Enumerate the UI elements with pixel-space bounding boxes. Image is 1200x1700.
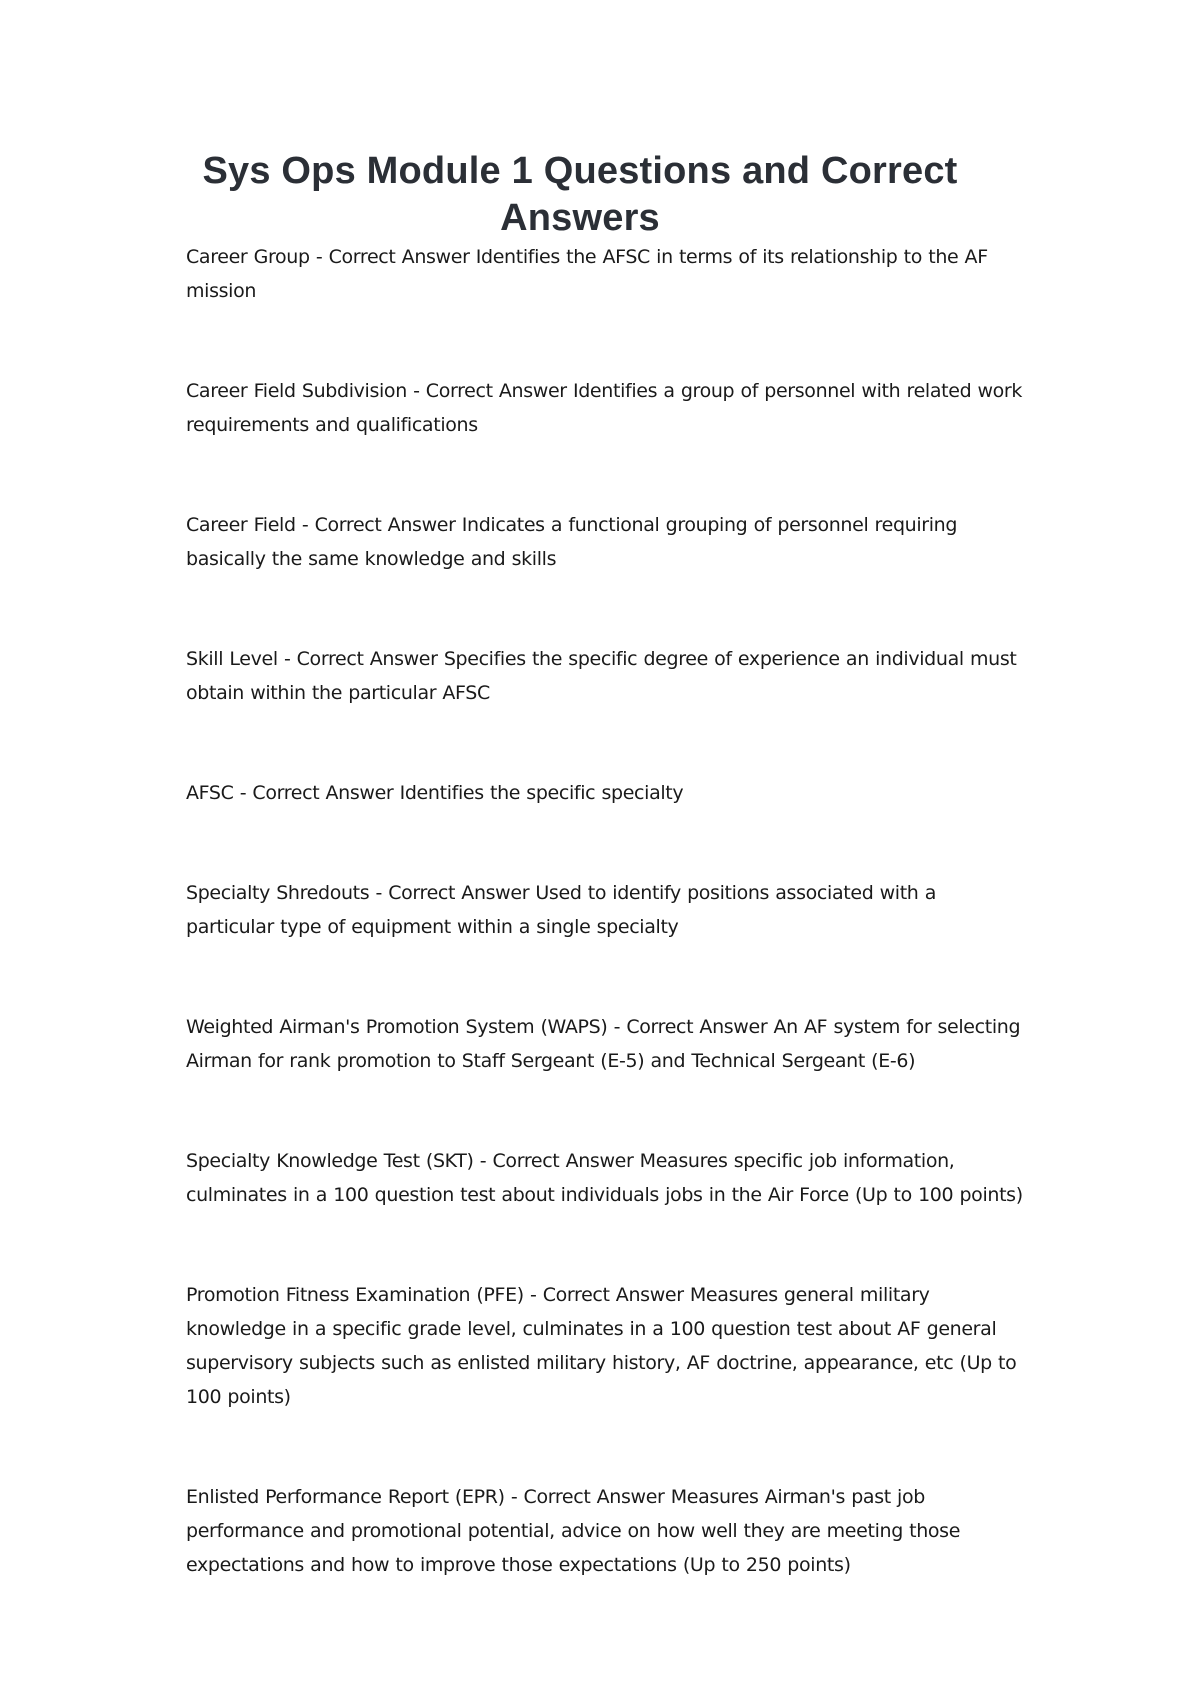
qa-separator: - xyxy=(233,782,253,804)
qa-answer: Identifies the AFSC in terms of its relationship to the AF mission xyxy=(186,246,988,302)
qa-separator: - xyxy=(607,1016,627,1038)
qa-answer: Indicates a functional grouping of personnel requiring basically the same knowledge and skills xyxy=(186,514,958,570)
qa-separator: - xyxy=(369,882,389,904)
qa-answer: Specifies the specific degree of experience an individual must obtain within the particular AFSC xyxy=(186,648,1017,704)
qa-separator: - xyxy=(406,380,426,402)
qa-list xyxy=(186,240,1026,1648)
qa-term: Enlisted Performance Report (EPR) xyxy=(186,1486,505,1508)
qa-item xyxy=(186,1480,1026,1582)
qa-term: Career Field xyxy=(186,514,296,536)
qa-separator: - xyxy=(523,1284,543,1306)
qa-term: Specialty Knowledge Test (SKT) xyxy=(186,1150,474,1172)
qa-answer: Measures specific job information, culminates in a 100 question test about individuals jobs in the Air Force (Up to 100 points) xyxy=(186,1150,1023,1206)
page-title: Sys Ops Module 1 Questions and Correct Answers xyxy=(202,150,958,239)
qa-answer-label: Correct Answer xyxy=(542,1284,684,1306)
qa-item xyxy=(186,508,1026,576)
qa-answer: Identifies a group of personnel with related work requirements and qualifications xyxy=(186,380,1023,436)
qa-item xyxy=(186,876,1026,944)
qa-item xyxy=(186,374,1026,442)
qa-answer-label: Correct Answer xyxy=(328,246,470,268)
qa-answer: Used to identify positions associated with a particular type of equipment within a single specialty xyxy=(186,882,936,938)
qa-answer-label: Correct Answer xyxy=(388,882,530,904)
qa-term: Weighted Airman's Promotion System (WAPS) xyxy=(186,1016,608,1038)
qa-term: AFSC xyxy=(186,782,234,804)
qa-answer-label: Correct Answer xyxy=(492,1150,634,1172)
qa-item xyxy=(186,776,1026,810)
qa-item xyxy=(186,1010,1026,1078)
qa-answer: An AF system for selecting Airman for rank promotion to Staff Sergeant (E-5) and Technical Sergeant (E-6) xyxy=(186,1016,1021,1072)
qa-separator: - xyxy=(309,246,329,268)
qa-term: Promotion Fitness Examination (PFE) xyxy=(186,1284,524,1306)
qa-item xyxy=(186,642,1026,710)
qa-term: Skill Level xyxy=(186,648,278,670)
qa-answer-label: Correct Answer xyxy=(523,1486,665,1508)
qa-item xyxy=(186,1144,1026,1212)
qa-term: Career Field Subdivision xyxy=(186,380,407,402)
qa-item xyxy=(186,240,1026,308)
qa-separator: - xyxy=(277,648,297,670)
qa-answer-label: Correct Answer xyxy=(296,648,438,670)
qa-separator: - xyxy=(504,1486,524,1508)
qa-answer-label: Correct Answer xyxy=(252,782,394,804)
qa-term: Specialty Shredouts xyxy=(186,882,370,904)
qa-item xyxy=(186,1278,1026,1414)
qa-answer-label: Correct Answer xyxy=(314,514,456,536)
qa-answer: Identifies the specific specialty xyxy=(399,782,684,804)
qa-term: Career Group xyxy=(186,246,310,268)
qa-answer-label: Correct Answer xyxy=(626,1016,768,1038)
qa-separator: - xyxy=(295,514,315,536)
qa-separator: - xyxy=(473,1150,493,1172)
qa-answer: Measures Airman's past job performance and promotional potential, advice on how well they are meeting those expectations and how to improve those expectations (Up to 250 points) xyxy=(186,1486,961,1576)
qa-answer-label: Correct Answer xyxy=(425,380,567,402)
qa-answer: Measures general military knowledge in a specific grade level, culminates in a 100 question test about AF general supervisory subjects such as enlisted military history, AF doctrine, appearance, etc (Up to 100 points) xyxy=(186,1284,1017,1408)
